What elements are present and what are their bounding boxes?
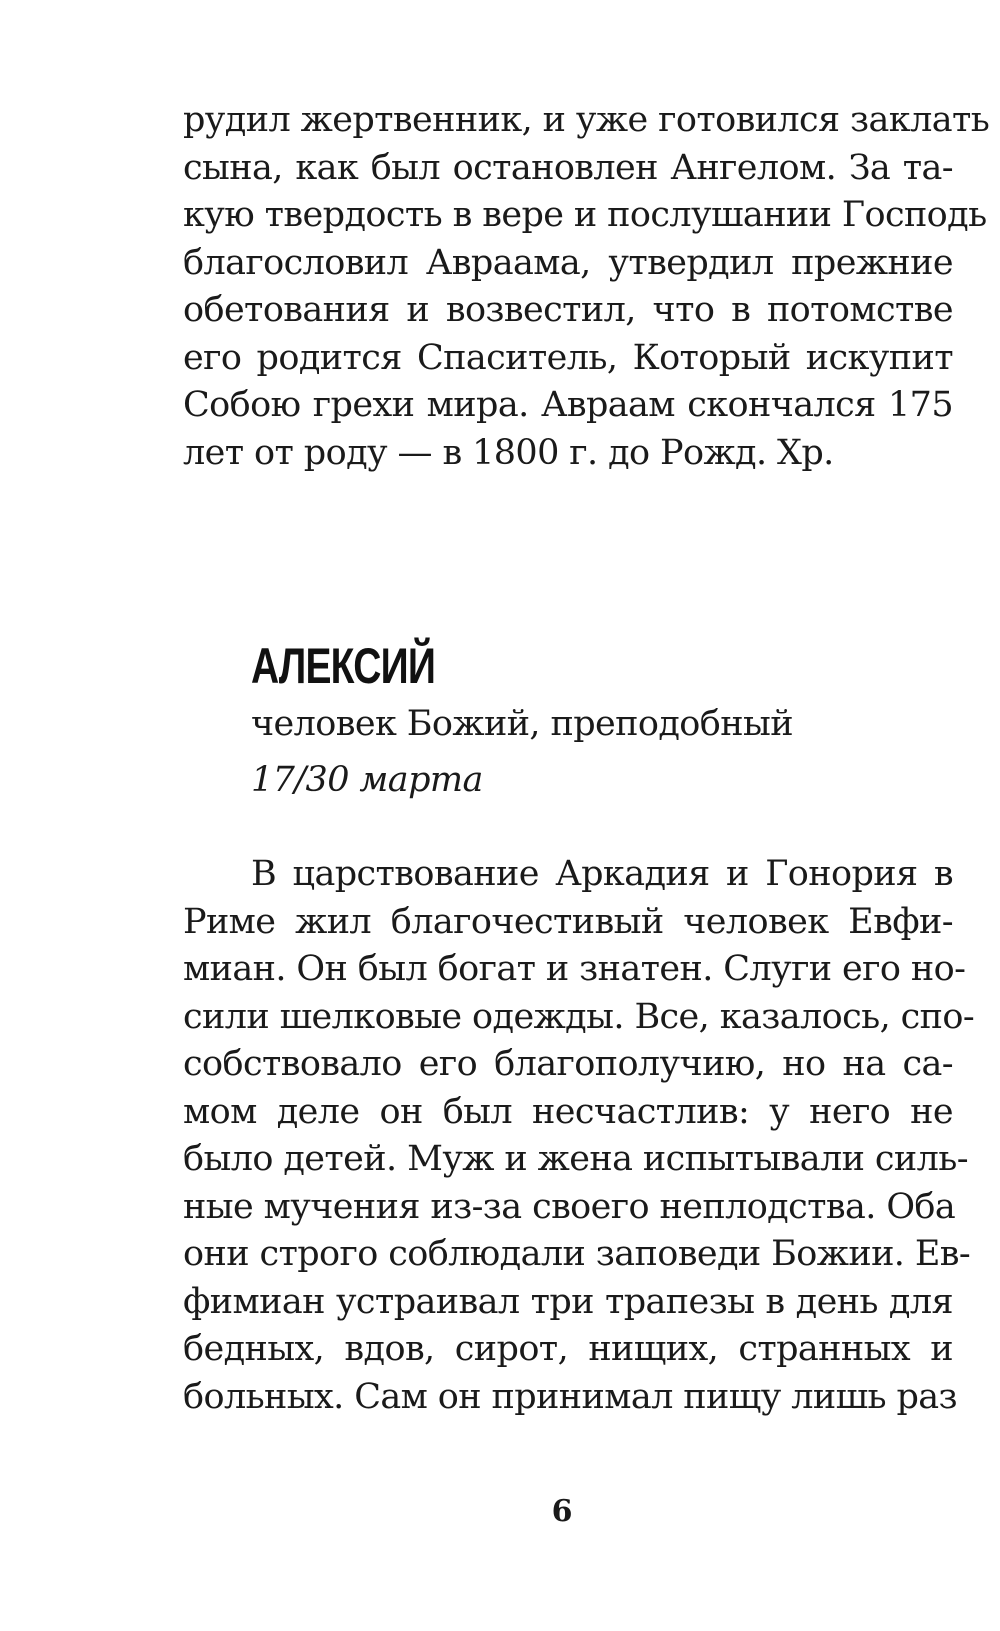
entry-heading	[251, 637, 793, 805]
text-line: сили шелковые одежды. Все, казалось, спо-	[183, 996, 975, 1037]
top-paragraph	[183, 97, 990, 477]
text-line: фимиан устраивал три трапезы в день для	[183, 1281, 953, 1322]
text-line: бедных, вдов, сирот, нищих, странных и	[183, 1329, 953, 1369]
text-line: лет от роду — в 1800 г. до Рожд. Хр.	[183, 432, 834, 473]
entry-title: АЛЕКСИЙ	[251, 638, 436, 694]
text-line: сына, как был остановлен Ангелом. За та-	[183, 147, 953, 188]
text-line: они строго соблюдали заповеди Божии. Ев-	[183, 1234, 971, 1274]
text-line: Риме жил благочестивый человек Евфи-	[183, 901, 953, 942]
text-line: было детей. Муж и жена испытывали силь-	[183, 1139, 968, 1179]
text-line: его родится Спаситель, Который искупит	[183, 337, 953, 378]
text-line: благословил Авраама, утвердил прежние	[183, 242, 953, 283]
text-line: В царствование Аркадия и Гонория в	[251, 854, 953, 894]
text-line: больных. Сам он принимал пищу лишь раз	[183, 1376, 958, 1417]
text-line: Собою грехи мира. Авраам скончался 175	[183, 385, 953, 425]
main-paragraph	[183, 851, 975, 1421]
page-number: 6	[551, 1494, 573, 1529]
text-line: обетования и возвестил, что в потомстве	[183, 290, 953, 330]
text-line: ные мучения из-за своего неплодства. Оба	[183, 1186, 956, 1227]
text-line: собствовало его благополучию, но на са-	[183, 1044, 953, 1084]
text-line: кую твердость в вере и послушании Господь	[183, 195, 987, 235]
text-line: мом деле он был несчастлив: у него не	[183, 1091, 953, 1132]
text-line: миан. Он был богат и знатен. Слуги его но-	[183, 949, 966, 989]
entry-date: 17/30 марта	[251, 760, 483, 800]
text-line: рудил жертвенник, и уже готовился заклать	[183, 100, 990, 140]
entry-subtitle: человек Божий, преподобный	[251, 704, 793, 744]
